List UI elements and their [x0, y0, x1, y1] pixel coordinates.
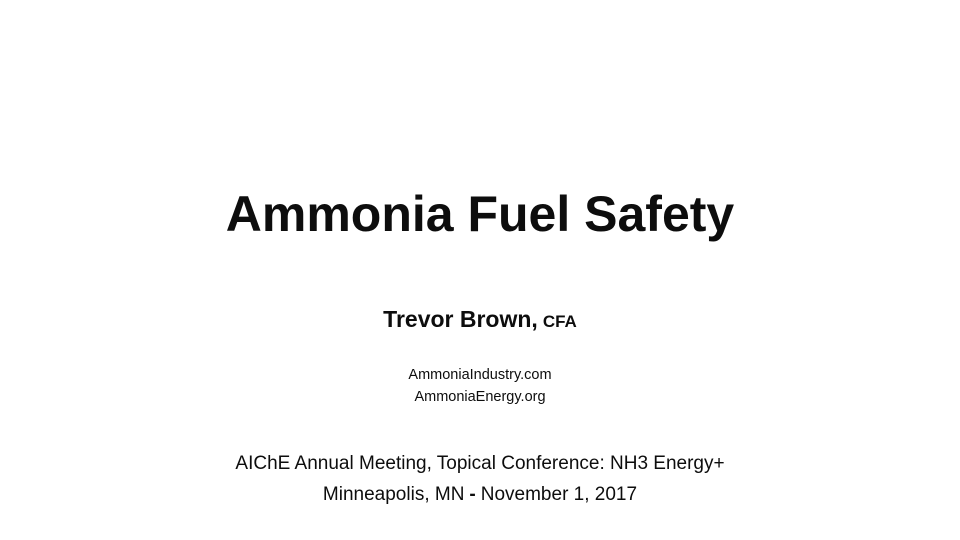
event-separator: -	[469, 484, 476, 506]
title-block	[0, 186, 960, 244]
author-credential: CFA	[542, 312, 577, 331]
author-name: Trevor Brown,	[383, 306, 538, 332]
website-line-energy: AmmoniaEnergy.org	[414, 389, 546, 406]
author-block	[0, 306, 960, 333]
event-location: Minneapolis, MN	[322, 484, 465, 506]
page-title: Ammonia Fuel Safety	[225, 186, 735, 242]
website-list	[0, 364, 960, 408]
website-line-industry: AmmoniaIndustry.com	[408, 367, 552, 383]
event-block	[0, 448, 960, 511]
event-date: November 1, 2017	[480, 484, 638, 506]
event-meeting-line: AIChE Annual Meeting, Topical Conference: NH3 Energy+	[235, 453, 725, 474]
event-location-date-line	[0, 479, 960, 510]
